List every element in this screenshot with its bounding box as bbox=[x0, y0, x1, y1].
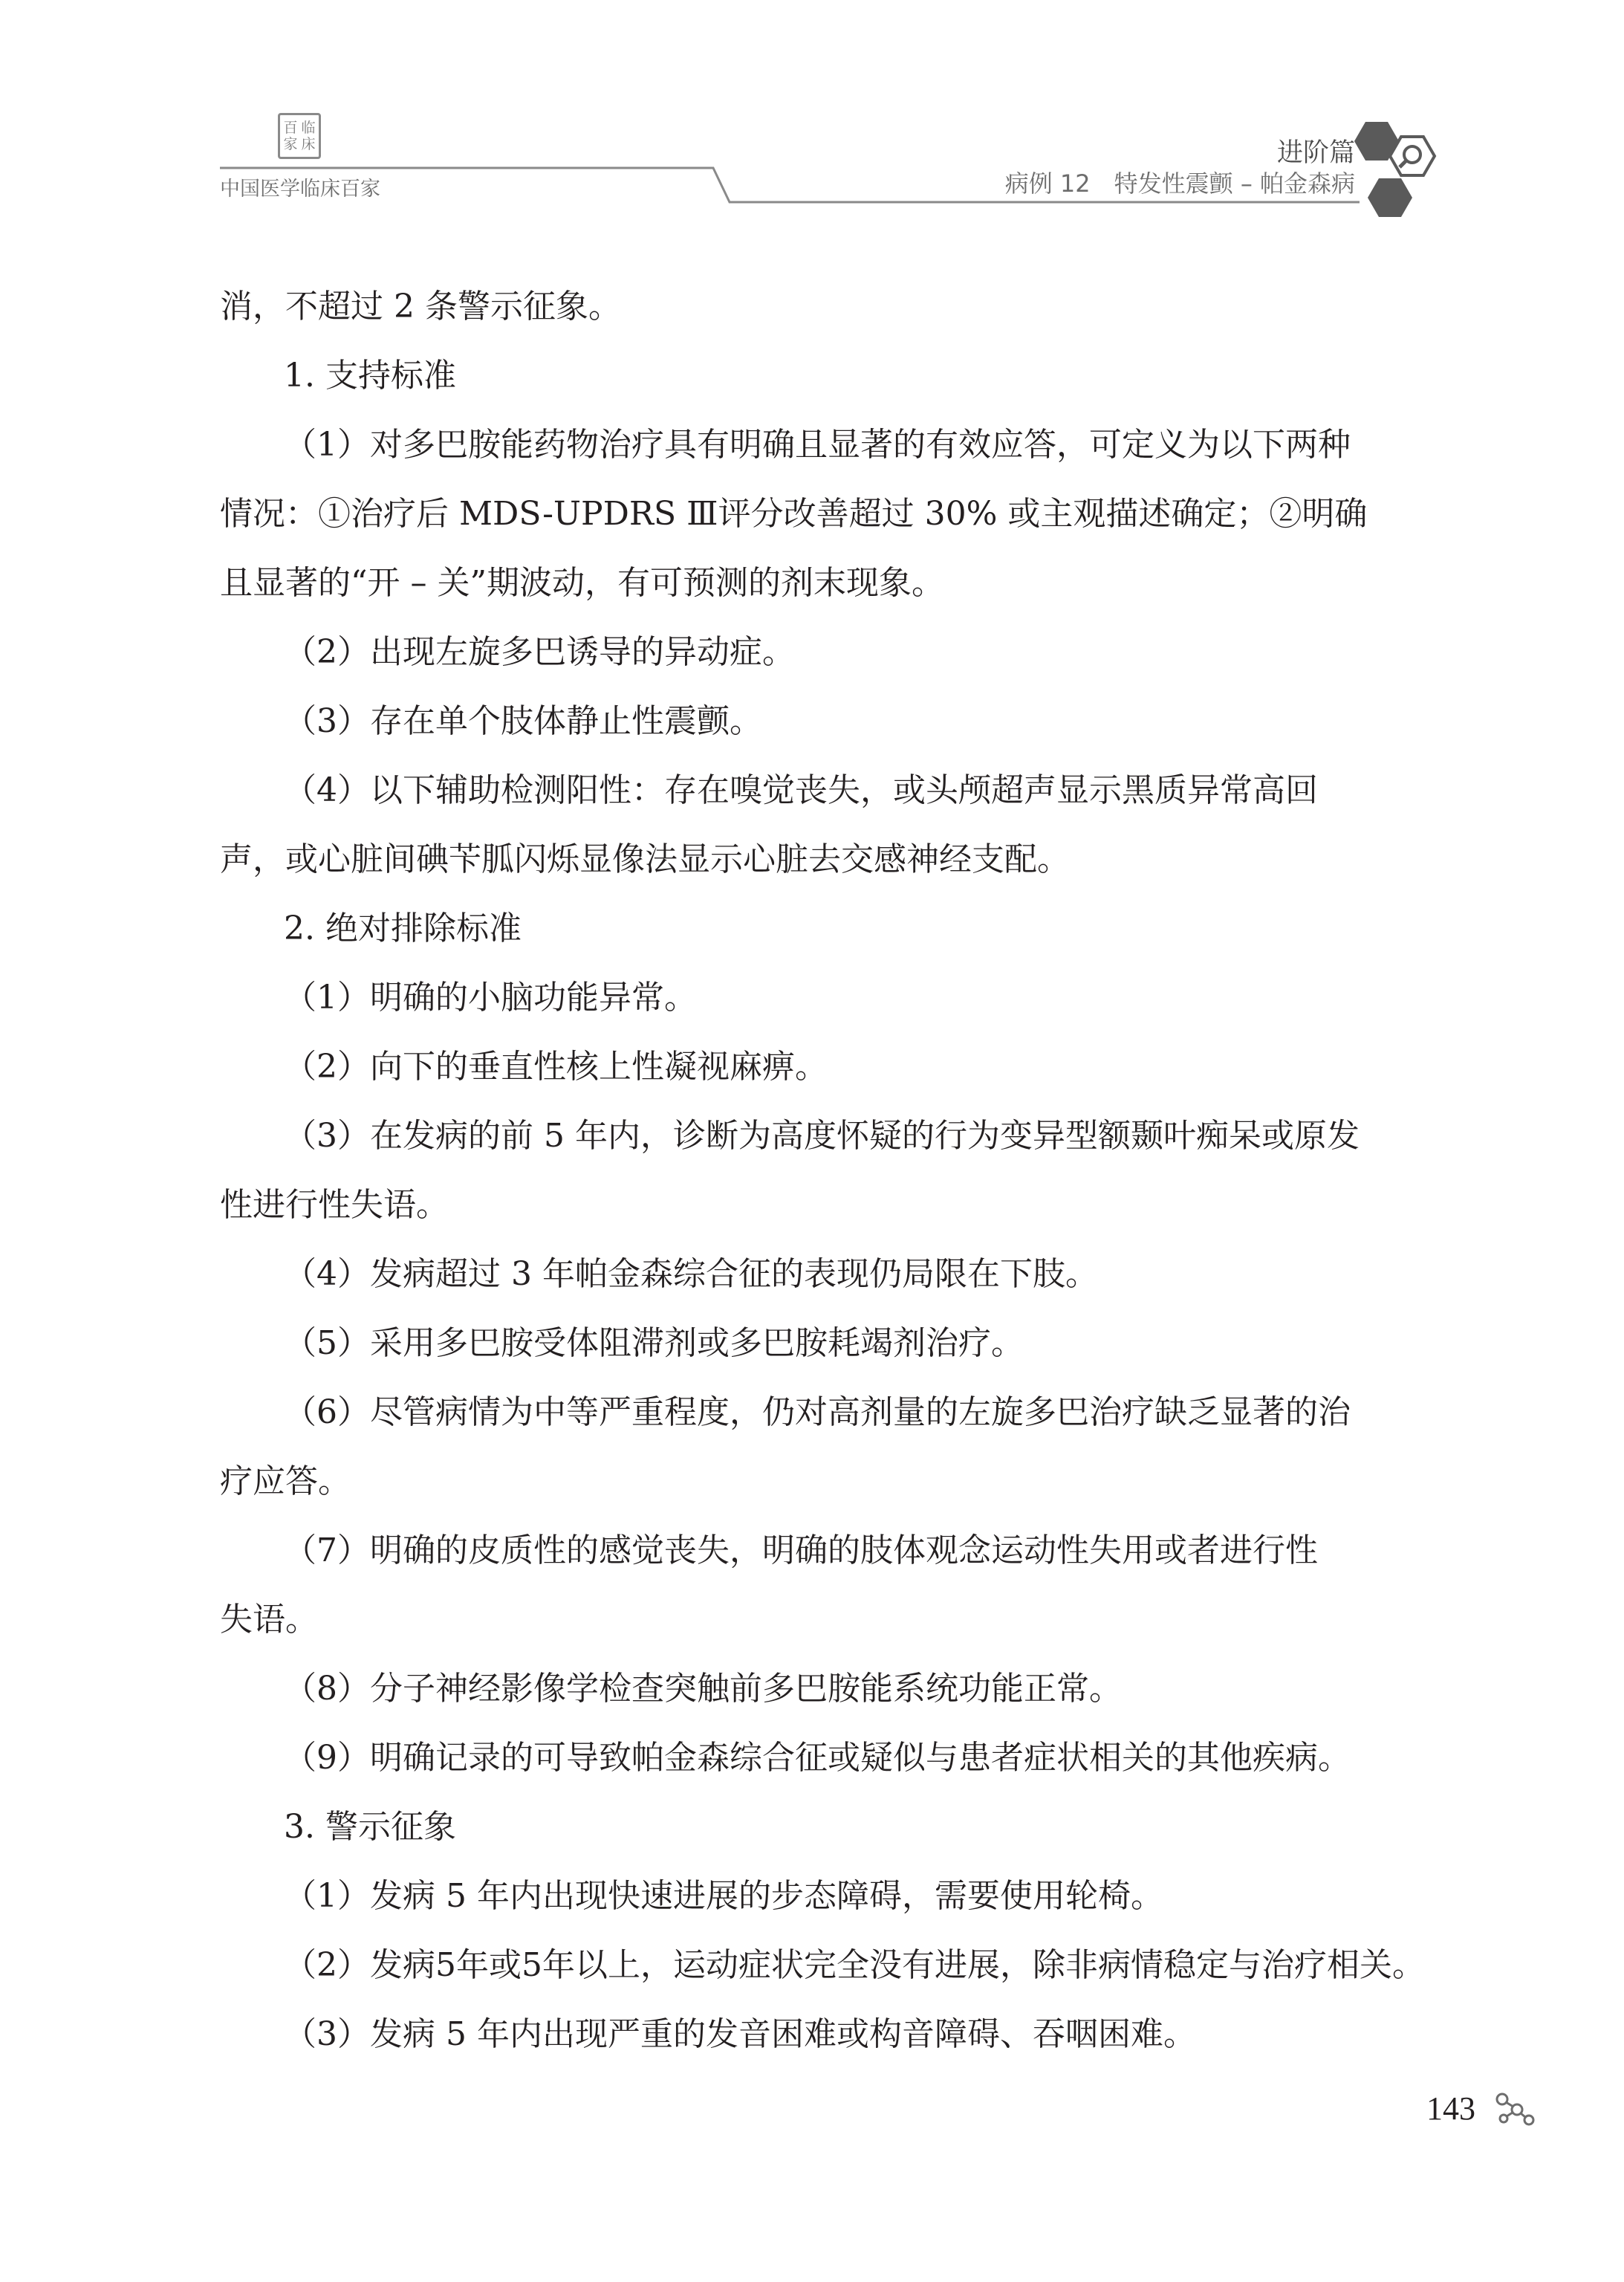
text-line: （5）采用多巴胺受体阻滞剂或多巴胺耗竭剂治疗。 bbox=[284, 1324, 1024, 1362]
section-label: 进阶篇 bbox=[1276, 138, 1355, 168]
text-line: （6）尽管病情为中等严重程度，仍对高剂量的左旋多巴治疗缺乏显著的治 bbox=[284, 1393, 1351, 1431]
text-line: 2. 绝对排除标准 bbox=[284, 910, 522, 947]
text-line: 1. 支持标准 bbox=[284, 357, 456, 395]
text-line: （2）向下的垂直性核上性凝视麻痹。 bbox=[284, 1048, 828, 1086]
text-line: （4）以下辅助检测阳性：存在嗅觉丧失，或头颅超声显示黑质异常高回 bbox=[284, 771, 1318, 809]
text-line: 性进行性失语。 bbox=[220, 1186, 449, 1224]
body-text bbox=[220, 272, 1426, 2069]
series-name: 中国医学临床百家 bbox=[220, 178, 380, 201]
page-header bbox=[0, 0, 1624, 238]
publisher-logo bbox=[278, 113, 321, 159]
text-line: 声，或心脏间碘苄胍闪烁显像法显示心脏去交感神经支配。 bbox=[220, 840, 1070, 878]
page-number: 143 bbox=[1426, 2090, 1475, 2127]
text-line: 疗应答。 bbox=[220, 1462, 351, 1500]
text-line: 且显著的“开 – 关”期波动，有可预测的剂末现象。 bbox=[220, 564, 944, 602]
text-line: （4）发病超过 3 年帕金森综合征的表现仍局限在下肢。 bbox=[284, 1255, 1098, 1293]
case-title: 病例 12 特发性震颤 – 帕金森病 bbox=[1004, 169, 1355, 198]
logo-char: 床 bbox=[301, 136, 316, 152]
text-line: （1）明确的小脑功能异常。 bbox=[284, 979, 697, 1017]
text-line: （3）发病 5 年内出现严重的发音困难或构音障碍、吞咽困难。 bbox=[284, 2015, 1196, 2053]
text-line: 失语。 bbox=[220, 1601, 318, 1638]
hexagon-decoration-icon bbox=[1352, 111, 1449, 230]
text-line: 消，不超过 2 条警示征象。 bbox=[220, 288, 621, 325]
text-line: （9）明确记录的可导致帕金森综合征或疑似与患者症状相关的其他疾病。 bbox=[284, 1739, 1351, 1777]
text-line: （3）存在单个肢体静止性震颤。 bbox=[284, 702, 762, 740]
text-line: （2）出现左旋多巴诱导的异动症。 bbox=[284, 633, 795, 671]
text-line: （3）在发病的前 5 年内，诊断为高度怀疑的行为变异型额颞叶痴呆或原发 bbox=[284, 1117, 1360, 1155]
logo-char: 临 bbox=[301, 120, 316, 136]
text-line: （2）发病5年或5年以上，运动症状完全没有进展，除非病情稳定与治疗相关。 bbox=[284, 1946, 1425, 1984]
logo-char: 百 bbox=[283, 120, 298, 136]
text-line: （1）发病 5 年内出现快速进展的步态障碍，需要使用轮椅。 bbox=[284, 1877, 1163, 1915]
text-line: 3. 警示征象 bbox=[284, 1808, 456, 1846]
text-line: （7）明确的皮质性的感觉丧失，明确的肢体观念运动性失用或者进行性 bbox=[284, 1531, 1318, 1569]
text-line: （1）对多巴胺能药物治疗具有明确且显著的有效应答，可定义为以下两种 bbox=[284, 426, 1351, 464]
text-line: 情况：①治疗后 MDS-UPDRS Ⅲ评分改善超过 30% 或主观描述确定；②明确 bbox=[220, 495, 1368, 533]
molecule-icon bbox=[1495, 2092, 1536, 2126]
text-line: （8）分子神经影像学检查突触前多巴胺能系统功能正常。 bbox=[284, 1670, 1122, 1708]
logo-char: 家 bbox=[283, 136, 298, 152]
